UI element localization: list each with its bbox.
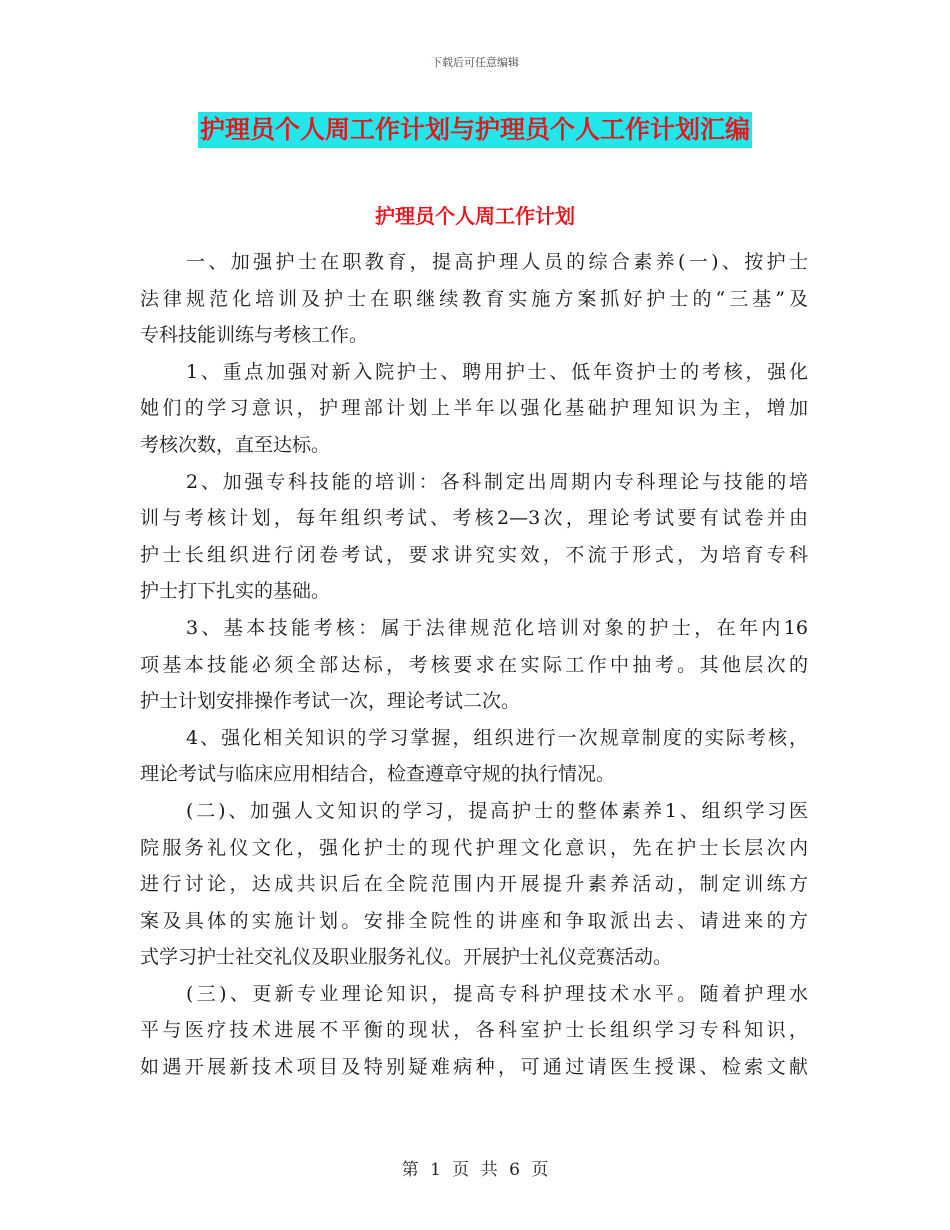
body-line: 护士长组织进行闭卷考试，要求讲究实效，不流于形式，为培育专科 (140, 543, 808, 566)
body-line: 1、重点加强对新入院护士、聘用护士、低年资护士的考核，强化 (186, 360, 808, 383)
body-line: 理论考试与临床应用相结合，检查遵章守规的执行情况。 (140, 763, 616, 786)
body-line: (二)、加强人文知识的学习，提高护士的整体素养1、组织学习医 (186, 799, 808, 822)
body-line: 4、强化相关知识的学习掌握，组织进行一次规章制度的实际考核， (186, 726, 808, 749)
body-line: 护士计划安排操作考试一次，理论考试二次。 (140, 690, 521, 713)
body-line: 平与医疗技术进展不平衡的现状，各科室护士长组织学习专科知识， (140, 1019, 808, 1042)
body-line: 护士打下扎实的基础。 (140, 580, 331, 603)
body-line: 她们的学习意识，护理部计划上半年以强化基础护理知识为主，增加 (140, 397, 808, 420)
page-number: 第 1 页 共 6 页 (401, 1160, 549, 1180)
body-line: 进行讨论，达成共识后在全院范围内开展提升素养活动，制定训练方 (140, 873, 808, 896)
body-line: 考核次数，直至达标。 (140, 433, 331, 456)
body-line: 一、加强护士在职教育，提高护理人员的综合素养(一)、按护士 (186, 251, 808, 273)
main-title-container (0, 112, 950, 148)
body-line: 2、加强专科技能的培训：各科制定出周期内专科理论与技能的培 (186, 470, 808, 493)
main-title: 护理员个人周工作计划与护理员个人工作计划汇编 (198, 112, 752, 148)
section-title: 护理员个人周工作计划 (375, 204, 575, 228)
body-line: 院服务礼仪文化，强化护士的现代护理文化意识，先在护士长层次内 (140, 836, 808, 859)
body-line: 案及具体的实施计划。安排全院性的讲座和争取派出去、请进来的方 (140, 909, 808, 932)
body-line: 3、基本技能考核：属于法律规范化培训对象的护士，在年内16 (186, 616, 808, 639)
body-line: 法律规范化培训及护士在职继续教育实施方案抓好护士的“三基”及 (140, 287, 808, 310)
document-body (140, 244, 808, 1086)
body-line: 项基本技能必须全部达标，考核要求在实际工作中抽考。其他层次的 (140, 653, 808, 676)
body-line: 式学习护士社交礼仪及职业服务礼仪。开展护士礼仪竞赛活动。 (140, 946, 673, 969)
body-line: 专科技能训练与考核工作。 (140, 324, 369, 347)
body-line: 如遇开展新技术项目及特别疑难病种，可通过请医生授课、检索文献 (140, 1056, 808, 1079)
body-line: (三)、更新专业理论知识，提高专科护理技术水平。随着护理水 (186, 982, 808, 1005)
page-header-note: 下载后可任意编辑 (431, 56, 519, 69)
body-line: 训与考核计划，每年组织考试、考核2—3次，理论考试要有试卷并由 (140, 507, 808, 530)
